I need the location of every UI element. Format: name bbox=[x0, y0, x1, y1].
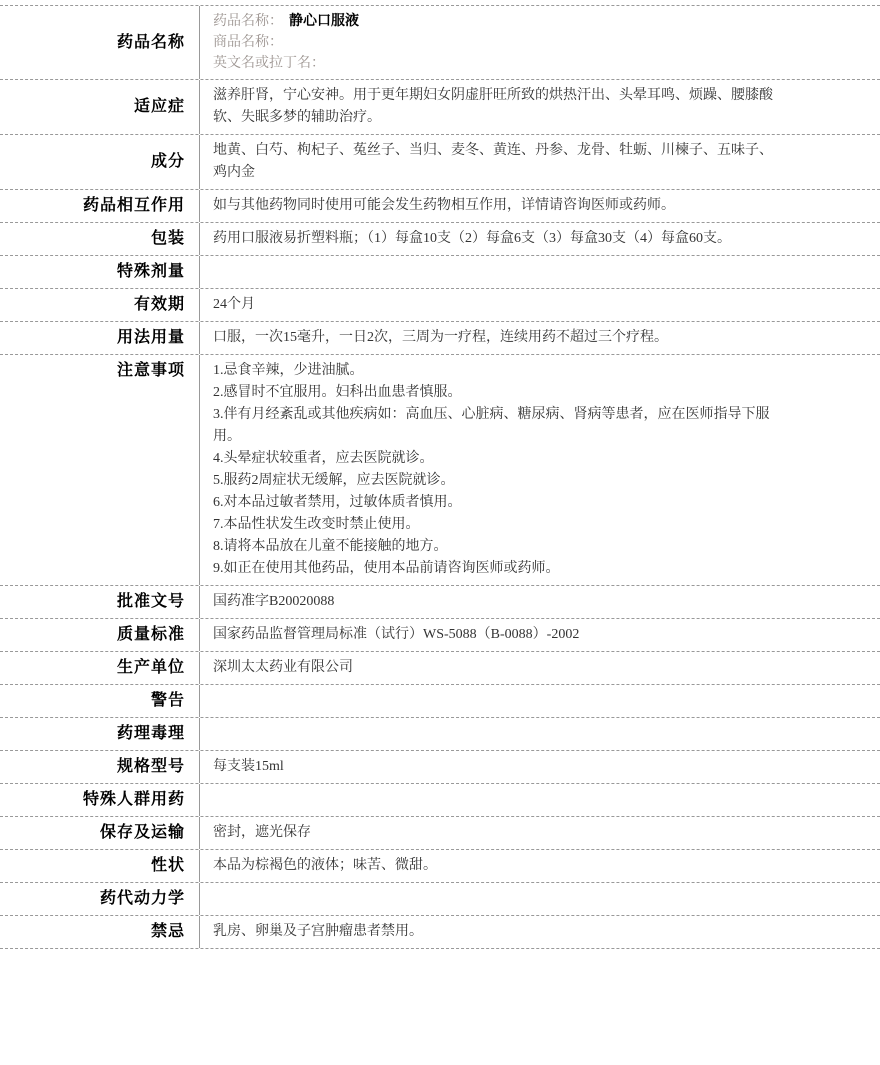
note-line: 8.请将本品放在儿童不能接触的地方。 bbox=[213, 539, 448, 554]
row-value-cell bbox=[200, 135, 880, 189]
row-value: 每支装15ml bbox=[213, 759, 284, 774]
table-row-6 bbox=[0, 322, 880, 355]
table-row-7 bbox=[0, 355, 880, 586]
row-value-cell bbox=[200, 223, 880, 255]
row-value-cell bbox=[200, 751, 880, 783]
row-value-cell bbox=[200, 289, 880, 321]
row-label: 有效期 bbox=[133, 296, 185, 313]
row-value-cell bbox=[200, 784, 880, 816]
table-row-drug-name bbox=[0, 6, 880, 80]
table-row-13 bbox=[0, 751, 880, 784]
row-label-cell bbox=[0, 135, 200, 189]
row-label: 药理毒理 bbox=[116, 725, 185, 742]
note-line: 9.如正在使用其他药品，使用本品前请咨询医师或药师。 bbox=[213, 561, 560, 576]
name-field-line bbox=[213, 32, 778, 53]
row-value-cell bbox=[200, 883, 880, 915]
table-row-5 bbox=[0, 289, 880, 322]
row-value: 本品为棕褐色的液体；味苦、微甜。 bbox=[213, 858, 437, 873]
table-row-18 bbox=[0, 916, 880, 949]
name-field-line bbox=[213, 53, 778, 74]
row-value: 药用口服液易折塑料瓶；（1）每盒10支（2）每盒6支（3）每盒30支（4）每盒60支。 bbox=[213, 231, 731, 246]
row-label: 生产单位 bbox=[116, 659, 185, 676]
row-value-cell bbox=[200, 652, 880, 684]
note-line: 3.伴有月经紊乱或其他疾病如：高血压、心脏病、糖尿病、肾病等患者，应在医师指导下服用。 bbox=[213, 407, 770, 444]
row-value: 滋养肝肾，宁心安神。用于更年期妇女阴虚肝旺所致的烘热汗出、头晕耳鸣、烦躁、腰膝酸软、失眠多梦的辅助治疗。 bbox=[213, 88, 773, 125]
field-key: 英文名或拉丁名： bbox=[213, 56, 325, 71]
row-value-cell bbox=[200, 190, 880, 222]
row-label-cell bbox=[0, 6, 200, 79]
table-row-8 bbox=[0, 586, 880, 619]
note-line: 1.忌食辛辣，少进油腻。 bbox=[213, 363, 364, 378]
row-value-cell bbox=[200, 256, 880, 288]
row-label-cell bbox=[0, 883, 200, 915]
note-line: 5.服药2周症状无缓解，应去医院就诊。 bbox=[213, 473, 455, 488]
row-label-cell bbox=[0, 652, 200, 684]
row-label-cell bbox=[0, 619, 200, 651]
table-row-15 bbox=[0, 817, 880, 850]
note-line: 2.感冒时不宜服用。妇科出血患者慎服。 bbox=[213, 385, 462, 400]
table-row-9 bbox=[0, 619, 880, 652]
drug-info-table bbox=[0, 5, 880, 949]
table-row-3 bbox=[0, 223, 880, 256]
row-value-cell bbox=[200, 80, 880, 134]
row-value: 国家药品监督管理局标准（试行）WS-5088（B-0088）-2002 bbox=[213, 627, 580, 642]
row-label: 药品相互作用 bbox=[82, 197, 185, 214]
field-key: 药品名称： bbox=[213, 14, 283, 29]
row-label-cell bbox=[0, 784, 200, 816]
row-label: 规格型号 bbox=[116, 758, 185, 775]
row-label: 用法用量 bbox=[116, 329, 185, 346]
row-label-cell bbox=[0, 289, 200, 321]
row-label-cell bbox=[0, 817, 200, 849]
row-value: 口服，一次15毫升，一日2次，三周为一疗程，连续用药不超过三个疗程。 bbox=[213, 330, 668, 345]
row-value-cell bbox=[200, 685, 880, 717]
drug-name-value: 静心口服液 bbox=[289, 14, 359, 29]
row-label: 药代动力学 bbox=[99, 890, 185, 907]
row-label-cell bbox=[0, 256, 200, 288]
row-label: 适应症 bbox=[133, 98, 185, 115]
row-value-cell bbox=[200, 355, 880, 585]
row-label-cell bbox=[0, 850, 200, 882]
table-row-0 bbox=[0, 80, 880, 135]
row-label-cell bbox=[0, 322, 200, 354]
row-label-cell bbox=[0, 751, 200, 783]
row-value: 24个月 bbox=[213, 297, 255, 312]
note-line: 4.头晕症状较重者，应去医院就诊。 bbox=[213, 451, 434, 466]
row-value: 乳房、卵巢及子宫肿瘤患者禁用。 bbox=[213, 924, 423, 939]
row-label: 警告 bbox=[150, 692, 185, 709]
table-row-10 bbox=[0, 652, 880, 685]
row-value-cell bbox=[200, 718, 880, 750]
row-label: 包装 bbox=[150, 230, 185, 247]
row-value-cell bbox=[200, 586, 880, 618]
row-label-cell bbox=[0, 916, 200, 948]
row-label: 质量标准 bbox=[116, 626, 185, 643]
row-value-cell bbox=[200, 619, 880, 651]
note-line: 7.本品性状发生改变时禁止使用。 bbox=[213, 517, 420, 532]
table-row-17 bbox=[0, 883, 880, 916]
row-label-cell bbox=[0, 586, 200, 618]
row-label: 批准文号 bbox=[116, 593, 185, 610]
row-label: 性状 bbox=[150, 857, 185, 874]
field-key: 商品名称： bbox=[213, 35, 283, 50]
row-label-cell bbox=[0, 685, 200, 717]
row-value: 如与其他药物同时使用可能会发生药物相互作用，详情请咨询医师或药师。 bbox=[213, 198, 675, 213]
row-value: 地黄、白芍、枸杞子、菟丝子、当归、麦冬、黄连、丹参、龙骨、牡蛎、川楝子、五味子、鸡内金 bbox=[213, 143, 773, 180]
table-row-16 bbox=[0, 850, 880, 883]
name-field-line bbox=[213, 11, 778, 32]
row-value: 密封，遮光保存 bbox=[213, 825, 311, 840]
note-line: 6.对本品过敏者禁用，过敏体质者慎用。 bbox=[213, 495, 462, 510]
row-value-cell bbox=[200, 322, 880, 354]
row-label-cell bbox=[0, 223, 200, 255]
row-value-cell bbox=[200, 817, 880, 849]
row-label-cell bbox=[0, 718, 200, 750]
row-label: 特殊人群用药 bbox=[82, 791, 185, 808]
row-label-cell bbox=[0, 355, 200, 585]
table-row-14 bbox=[0, 784, 880, 817]
row-label: 禁忌 bbox=[150, 923, 185, 940]
row-value-cell bbox=[200, 6, 880, 79]
table-row-11 bbox=[0, 685, 880, 718]
table-row-2 bbox=[0, 190, 880, 223]
row-label: 成分 bbox=[150, 153, 185, 170]
row-value-cell bbox=[200, 916, 880, 948]
row-label: 药品名称 bbox=[116, 33, 185, 51]
table-row-12 bbox=[0, 718, 880, 751]
table-row-1 bbox=[0, 135, 880, 190]
row-label-cell bbox=[0, 190, 200, 222]
row-value-cell bbox=[200, 850, 880, 882]
row-label: 特殊剂量 bbox=[116, 263, 185, 280]
row-label-cell bbox=[0, 80, 200, 134]
row-label: 注意事项 bbox=[116, 362, 185, 379]
row-label: 保存及运输 bbox=[99, 824, 185, 841]
table-row-4 bbox=[0, 256, 880, 289]
row-value: 深圳太太药业有限公司 bbox=[213, 660, 353, 675]
row-value: 国药准字B20020088 bbox=[213, 594, 335, 609]
